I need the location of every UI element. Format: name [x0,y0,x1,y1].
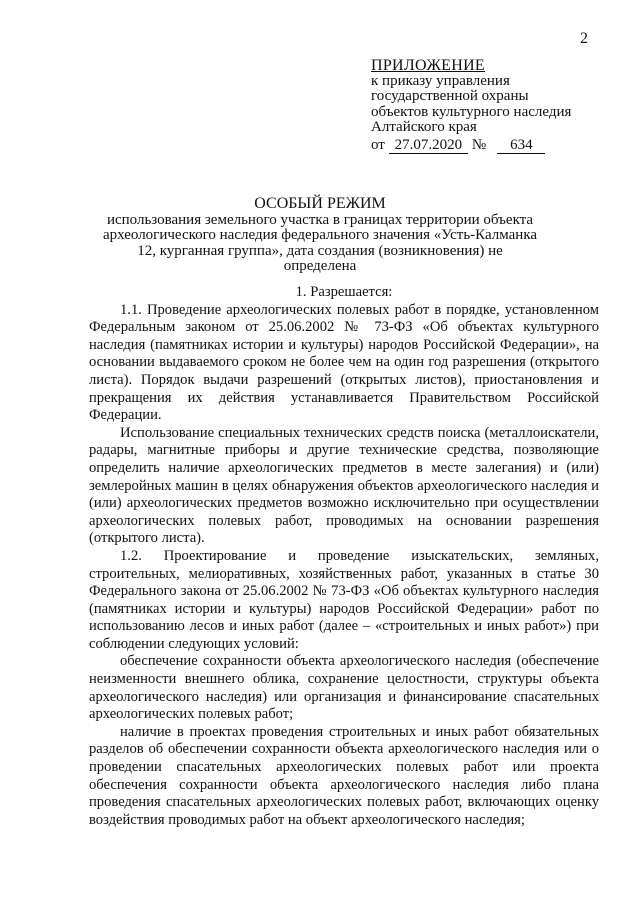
appendix-line: государственной охраны [371,88,529,104]
paragraph: наличие в проектах проведения строительных и иных работ обязательных разделов об обеспечении сохранности объекта археологического наследия или о проведении спасательных археологических полевых работ или проекта обеспечения сохранности объекта археологического наследия либо плана проведения спасательных археологических полевых работ, включающих оценку воздействия проводимых работ на объект археологического наследия; [89,723,599,828]
appendix-block [371,58,631,154]
paragraph: 1.2. Проектирование и проведение изыскательских, земляных, строительных, мелиоративных, хозяйственных работ, указанных в статье 30 Федерального закона от 25.06.2002 № 73-ФЗ «Об объектах культурного наследия (памятниках истории и культуры) народов Российской Федерации» работ по использованию лесов и иных работ (далее – «строительных и иных работ») при соблюдении следующих условий: [89,547,599,652]
appendix-line: Алтайского края [371,119,477,135]
document-title-block [100,196,540,275]
appendix-line: объектов культурного наследия [371,103,572,120]
document-title: ОСОБЫЙ РЕЖИМ [254,195,386,212]
appendix-line: к приказу управления [371,72,510,89]
order-number: 634 [497,138,545,155]
page-number: 2 [580,30,588,47]
paragraph: 1.1. Проведение археологических полевых работ в порядке, установленном Федеральным законом от 25.06.2002 № 73-ФЗ «Об объектах культурного наследия (памятниках истории и культуры) народов Российской Федерации», на основании выдаваемого сроком не более чем на один год разрешения (открытого листа). Порядок выдачи разрешений (открытых листов), приостановления и прекращения их действия устанавливается Правительством Российской Федерации. [89,301,599,424]
order-date-number [371,138,631,155]
order-date: 27.07.2020 [389,137,469,154]
number-sign: № [471,136,487,153]
paragraph: Использование специальных технических средств поиска (металлоискатели, радары, магнитные приборы и другие технические средства, позволяющие определить наличие археологических предметов в месте залегания) и (или) землеройных машин в целях обнаружения объектов археологического наследия и (или) археологических предметов возможно исключительно при осуществлении археологических полевых работ, проводимых на основании разрешения (открытого листа). [89,424,599,547]
document-subtitle: использования земельного участка в границах территории объекта археологического наследия федерального значения «Усть-Калманка 12, курганная группа», дата создания (возникновения) не определена [102,211,538,274]
appendix-heading: ПРИЛОЖЕНИЕ [371,57,486,74]
from-label: от [371,136,385,153]
document-body [89,284,599,829]
paragraph: обеспечение сохранности объекта археологического наследия (обеспечение неизменности внешнего облика, сохранение целостности, структуры объекта археологического наследия) или организация и финансирование спасательных археологических полевых работ; [89,653,599,723]
section-heading: 1. Разрешается: [295,284,393,300]
